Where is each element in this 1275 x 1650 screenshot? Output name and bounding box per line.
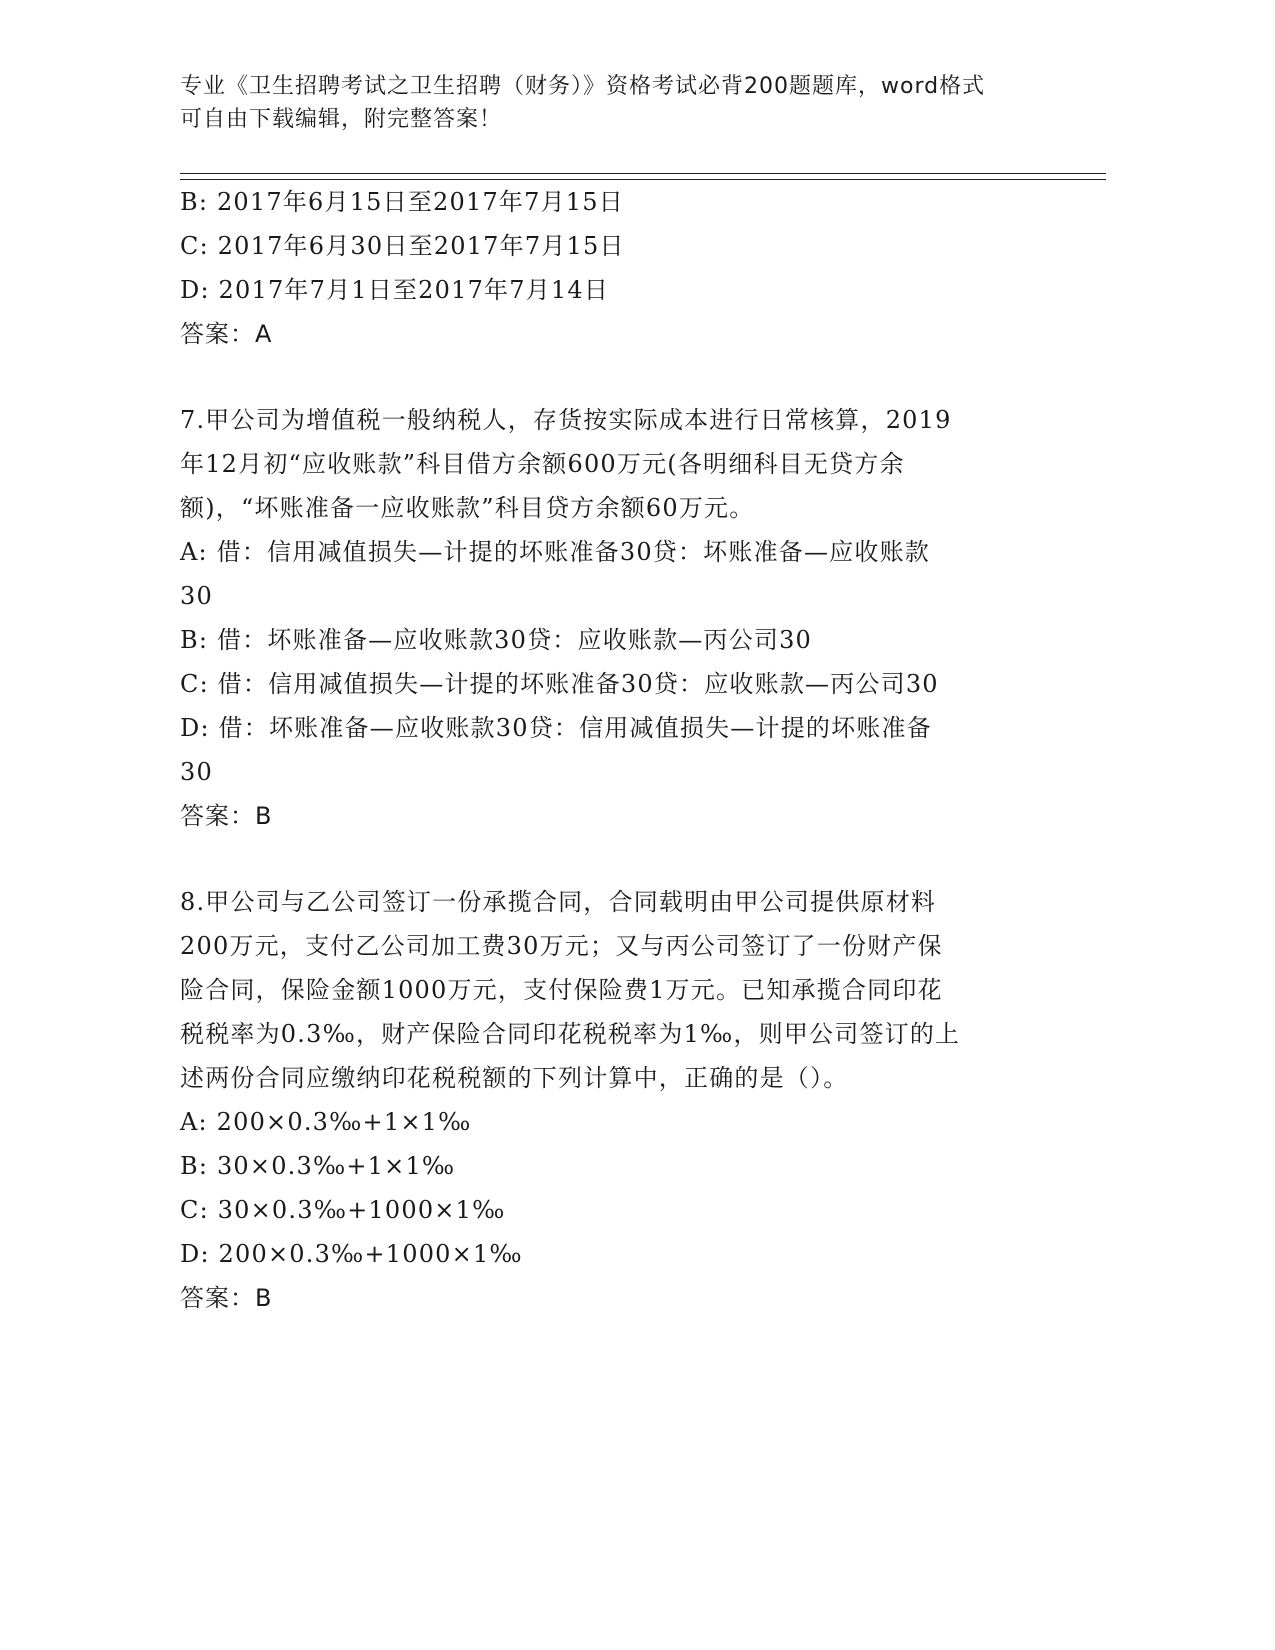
answer: 答案：B: [180, 802, 273, 830]
option-d-continued: 30: [180, 758, 213, 786]
question-6-tail: [180, 180, 1030, 356]
header-line-1: 专业《卫生招聘考试之卫生招聘（财务）》资格考试必背200题题库，word格式: [180, 74, 986, 99]
option-b: B: 借：坏账准备—应收账款30贷：应收账款—丙公司30: [180, 626, 813, 654]
spacer: [180, 838, 1030, 880]
document-body: [180, 180, 1030, 1320]
option-a-continued: 30: [180, 582, 213, 610]
question-stem-line: 税税率为0.3‰，财产保险合同印花税税率为1‰，则甲公司签订的上: [180, 1020, 961, 1048]
option-a: A: 借：信用减值损失—计提的坏账准备30贷：坏账准备—应收账款: [180, 538, 930, 566]
option-b: B: 30×0.3‰+1×1‰: [180, 1152, 456, 1180]
question-stem-line: 年12月初“应收账款”科目借方余额600万元(各明细科目无贷方余: [180, 450, 905, 478]
header-line-2: 可自由下载编辑，附完整答案！: [180, 107, 503, 132]
header-divider: [180, 173, 1106, 180]
option-b: B: 2017年6月15日至2017年7月15日: [180, 188, 624, 216]
question-7: [180, 398, 1030, 838]
option-d: D: 200×0.3‰+1000×1‰: [180, 1240, 523, 1268]
option-c: C: 借：信用减值损失—计提的坏账准备30贷：应收账款—丙公司30: [180, 670, 939, 698]
answer: 答案：B: [180, 1284, 273, 1312]
option-c: C: 2017年6月30日至2017年7月15日: [180, 232, 625, 260]
question-stem-line: 额)，“坏账准备一应收账款”科目贷方余额60万元。: [180, 494, 755, 522]
question-8: [180, 880, 1030, 1320]
question-stem-line: 述两份合同应缴纳印花税税额的下列计算中，正确的是（）。: [180, 1064, 849, 1092]
question-stem-line: 8.甲公司与乙公司签订一份承揽合同，合同载明由甲公司提供原材料: [180, 888, 937, 916]
option-c: C: 30×0.3‰+1000×1‰: [180, 1196, 506, 1224]
question-stem-line: 200万元，支付乙公司加工费30万元；又与丙公司签订了一份财产保: [180, 932, 943, 960]
option-d: D: 借：坏账准备—应收账款30贷：信用减值损失—计提的坏账准备: [180, 714, 932, 742]
spacer: [180, 356, 1030, 398]
question-stem-line: 7.甲公司为增值税一般纳税人，存货按实际成本进行日常核算，2019: [180, 406, 952, 434]
answer: 答案：A: [180, 320, 273, 348]
question-stem-line: 险合同，保险金额1000万元，支付保险费1万元。已知承揽合同印花: [180, 976, 943, 1004]
option-d: D: 2017年7月1日至2017年7月14日: [180, 276, 610, 304]
page-header: [180, 70, 1040, 136]
option-a: A: 200×0.3‰+1×1‰: [180, 1108, 472, 1136]
